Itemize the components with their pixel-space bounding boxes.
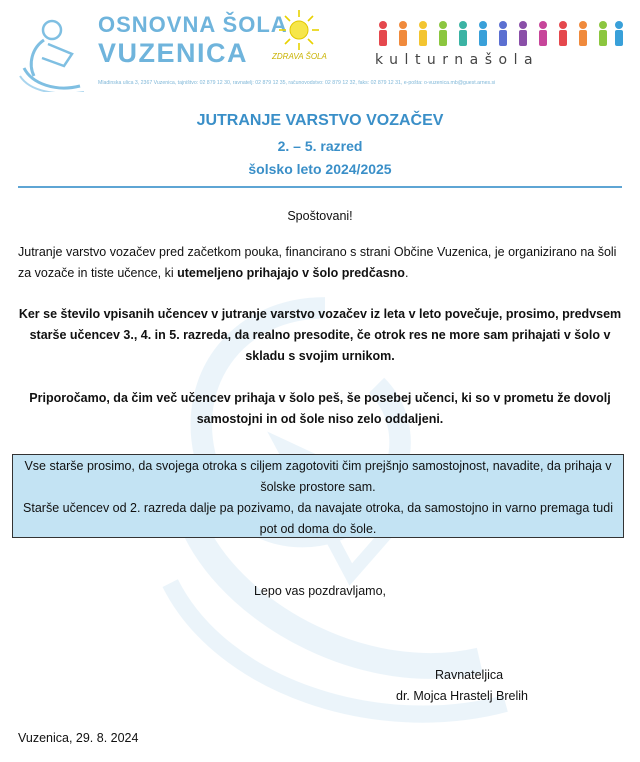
intro-emphasis: utemeljeno prihajajo v šolo predčasno (177, 266, 405, 280)
request-paragraph: Ker se število vpisanih učencev v jutranje varstvo vozačev iz leta v leto povečuje, prosimo, predvsem starše učencev 3., 4. in 5. razreda, da realno presodite, če otrok res ne more sam prihajati v šolo v skladu s svojim urnikom. (18, 307, 622, 363)
healthy-school-caption: ZDRAVA ŠOLA (272, 52, 327, 61)
notice-line-1: Vse starše prosimo, da svojega otroka s ciljem zagotoviti čim prejšnjo samostojnost, navadite, da prihaja v šolske prostore sam. (24, 459, 612, 494)
intro-end: . (404, 266, 409, 280)
highlighted-notice (12, 454, 624, 538)
greeting: Spoštovani! (287, 209, 353, 223)
notice-line-2: Starše učencev od 2. razreda dalje pa pozivamo, da navajate otroka, da samostojno in varno premaga tudi pot od doma do šole. (23, 501, 613, 536)
school-logo (14, 10, 86, 92)
signature-role: Ravnateljica (435, 668, 504, 682)
date-line: Vuzenica, 29. 8. 2024 (18, 731, 139, 745)
school-name (98, 14, 288, 67)
signature-name: dr. Mojca Hrastelj Brelih (396, 689, 528, 703)
closing-greeting: Lepo vas pozdravljamo, (253, 584, 387, 598)
title-divider (18, 186, 622, 188)
intro-text: Jutranje varstvo vozačev pred začetkom pouka, financirano s strani Občine Vuzenica, je organizirano na šoli za vozače in tiste učence, ki (18, 245, 617, 280)
document-school-year: šolsko leto 2024/2025 (248, 161, 392, 177)
document-title: JUTRANJE VARSTVO VOZAČEV (196, 112, 444, 129)
culture-school-figures (375, 20, 625, 48)
recommendation-paragraph: Priporočamo, da čim več učencev prihaja v šolo peš, še posebej učenci, ki so v prometu že dovolj samostojni in od šole niso zelo oddaljeni. (29, 391, 611, 426)
intro-paragraph (18, 242, 622, 284)
document-grade-range: 2. – 5. razred (277, 138, 363, 154)
document-title-block (0, 112, 640, 177)
school-name-line1: OSNOVNA ŠOLA (98, 12, 288, 37)
school-name-line2: VUZENICA (98, 38, 249, 68)
culture-school-text: kulturnašola (375, 52, 540, 68)
school-address-line: Mladinska ulica 3, 2367 Vuzenica, tajništvo: 02 879 12 30, ravnatelj: 02 879 12 35, računovodstvo: 02 879 12 32, faks: 02 879 12 31, e-pošta: o-vuzenica.mb@guest.arnes.si (98, 80, 496, 86)
